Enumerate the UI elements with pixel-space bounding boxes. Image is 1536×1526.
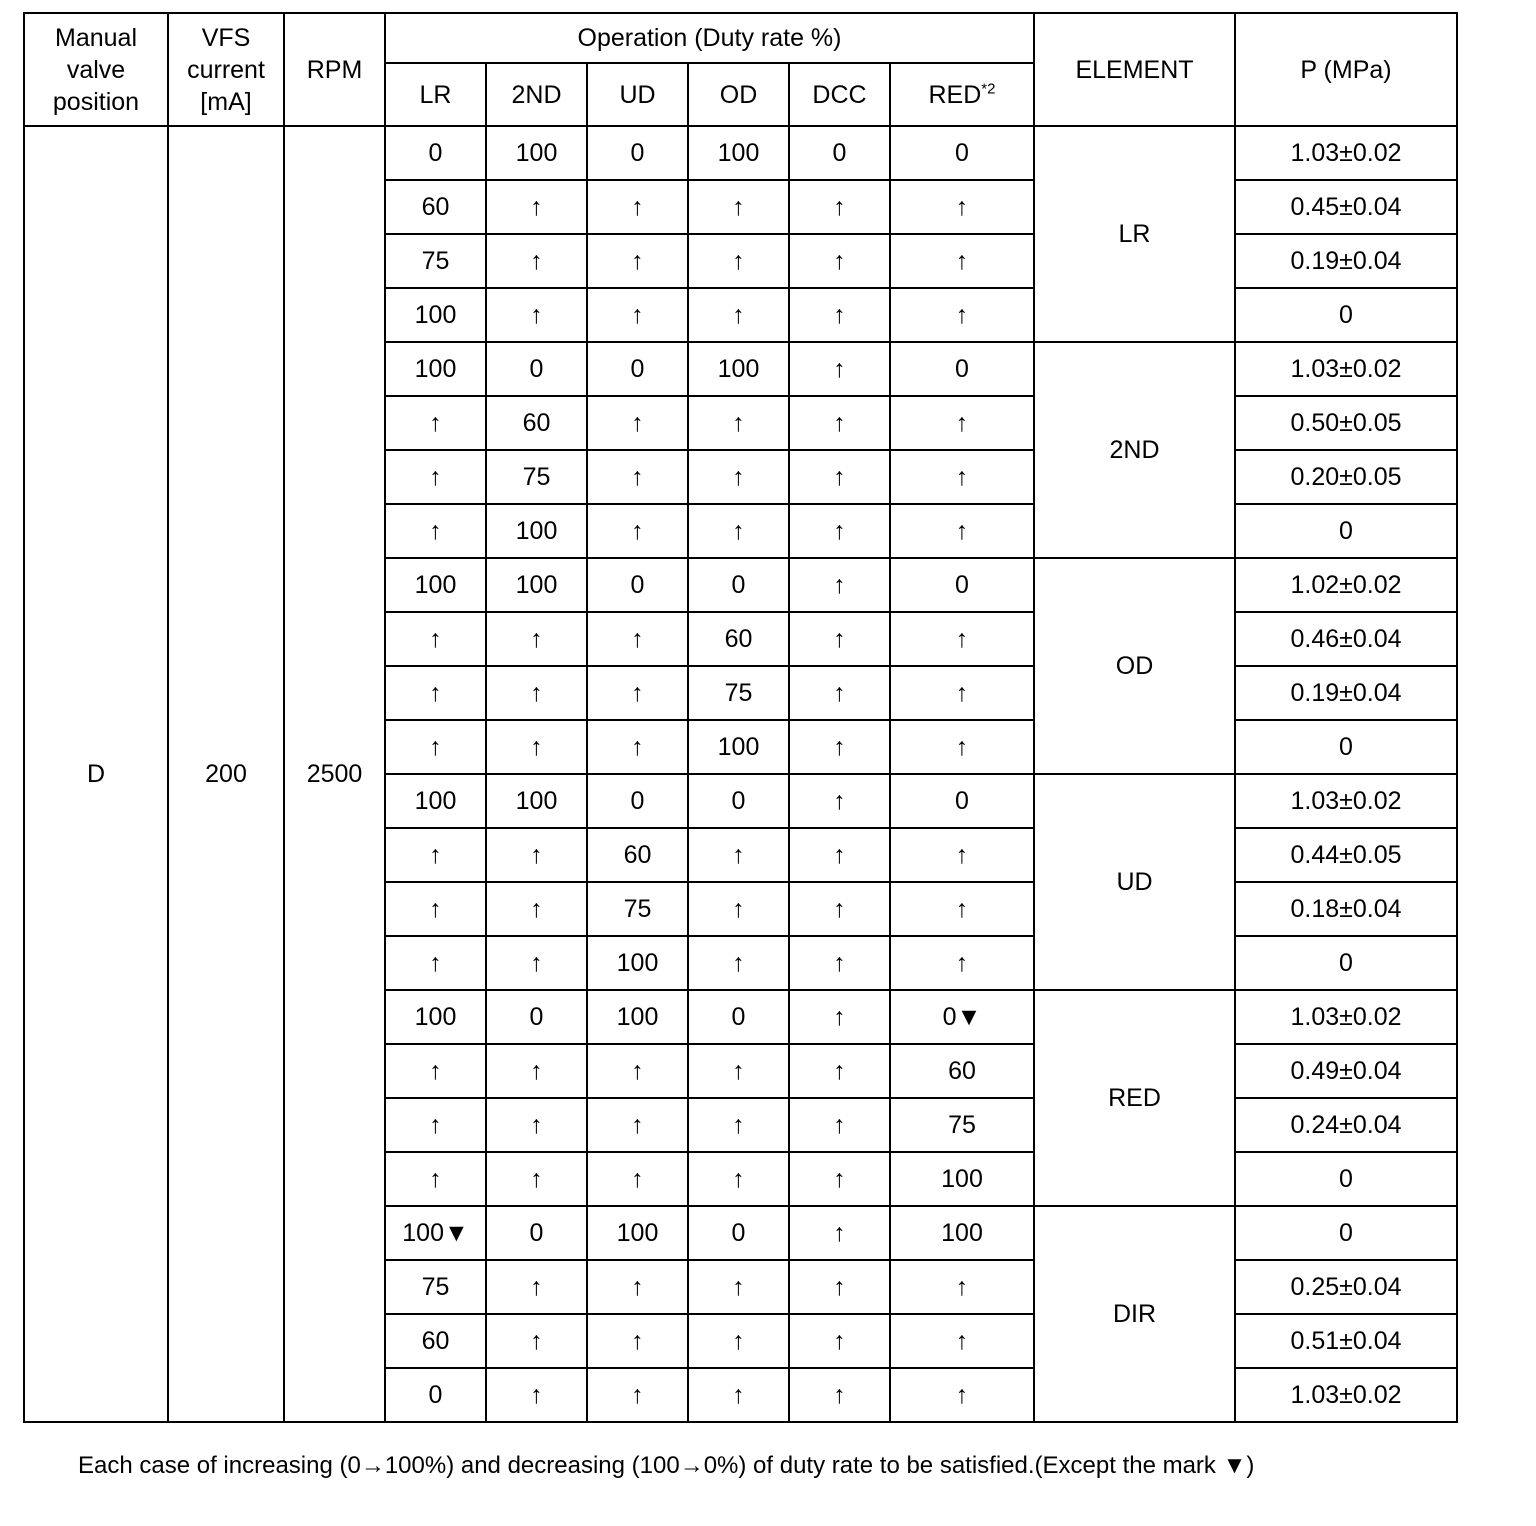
- pressure-cell: 1.03±0.02: [1235, 990, 1457, 1044]
- duty-cell: ↑: [890, 180, 1034, 234]
- duty-cell: ↑: [789, 288, 890, 342]
- duty-cell: ↑: [486, 1098, 587, 1152]
- duty-cell: ↑: [688, 1098, 789, 1152]
- duty-cell: ↑: [486, 1314, 587, 1368]
- pressure-cell: 1.03±0.02: [1235, 1368, 1457, 1422]
- pressure-cell: 0: [1235, 288, 1457, 342]
- header-op-od: OD: [688, 63, 789, 126]
- duty-cell: 0: [688, 558, 789, 612]
- duty-cell: ↑: [688, 504, 789, 558]
- pressure-cell: 1.03±0.02: [1235, 342, 1457, 396]
- duty-cell: ↑: [385, 1098, 486, 1152]
- duty-cell: ↑: [789, 342, 890, 396]
- footnote: Each case of increasing (0→100%) and decreasing (100→0%) of duty rate to be satisfied.(Except the mark ▼): [78, 1452, 1255, 1479]
- duty-cell: ↑: [688, 936, 789, 990]
- duty-cell: ↑: [587, 1368, 688, 1422]
- duty-cell: ↑: [789, 990, 890, 1044]
- pressure-cell: 0.19±0.04: [1235, 234, 1457, 288]
- duty-cell: 100: [587, 990, 688, 1044]
- element-cell: LR: [1034, 126, 1235, 342]
- duty-cell: 75: [385, 1260, 486, 1314]
- duty-cell: 100: [890, 1152, 1034, 1206]
- duty-rate-table: [23, 12, 1458, 1423]
- duty-cell: 60: [486, 396, 587, 450]
- duty-cell: ↑: [890, 1314, 1034, 1368]
- duty-cell: 75: [486, 450, 587, 504]
- duty-cell: ↑: [789, 612, 890, 666]
- duty-cell: ↑: [890, 396, 1034, 450]
- duty-cell: 0: [789, 126, 890, 180]
- duty-cell: 0: [486, 990, 587, 1044]
- header-rpm: RPM: [284, 13, 385, 126]
- duty-cell: ↑: [385, 828, 486, 882]
- pressure-cell: 0.50±0.05: [1235, 396, 1457, 450]
- duty-cell: 100: [587, 1206, 688, 1260]
- duty-cell: ↑: [688, 1044, 789, 1098]
- duty-cell: 100: [385, 774, 486, 828]
- duty-cell: 100: [688, 720, 789, 774]
- pressure-cell: 1.03±0.02: [1235, 126, 1457, 180]
- duty-cell: ↑: [486, 1260, 587, 1314]
- duty-cell: ↑: [385, 504, 486, 558]
- duty-cell: ↑: [789, 936, 890, 990]
- duty-cell: ↑: [789, 450, 890, 504]
- duty-cell: ↑: [890, 612, 1034, 666]
- duty-cell: ↑: [789, 558, 890, 612]
- duty-cell: ↑: [486, 234, 587, 288]
- header-vfs-current: VFS current [mA]: [168, 13, 284, 126]
- pressure-cell: 0.18±0.04: [1235, 882, 1457, 936]
- duty-cell: ↑: [890, 936, 1034, 990]
- duty-cell: ↑: [385, 882, 486, 936]
- duty-cell: 60: [385, 1314, 486, 1368]
- duty-cell: ↑: [688, 450, 789, 504]
- duty-cell: 0: [890, 342, 1034, 396]
- duty-cell: ↑: [385, 1152, 486, 1206]
- element-cell: 2ND: [1034, 342, 1235, 558]
- duty-cell: 0: [385, 1368, 486, 1422]
- duty-cell: ↑: [486, 612, 587, 666]
- duty-cell: ↑: [385, 396, 486, 450]
- duty-cell: 0: [587, 558, 688, 612]
- duty-cell: ↑: [890, 828, 1034, 882]
- duty-cell: ↑: [789, 1044, 890, 1098]
- duty-cell: ↑: [688, 180, 789, 234]
- duty-cell: 100: [587, 936, 688, 990]
- header-manual-valve-position: Manual valve position: [24, 13, 168, 126]
- duty-cell: 100: [486, 558, 587, 612]
- pressure-cell: 0.20±0.05: [1235, 450, 1457, 504]
- duty-cell: ↑: [587, 1098, 688, 1152]
- pressure-cell: 0: [1235, 1152, 1457, 1206]
- duty-cell: ↑: [789, 720, 890, 774]
- duty-cell: ↑: [789, 180, 890, 234]
- duty-cell: 0: [587, 342, 688, 396]
- duty-cell: ↑: [385, 450, 486, 504]
- duty-cell: ↑: [890, 1368, 1034, 1422]
- duty-cell: ↑: [587, 450, 688, 504]
- duty-cell: 100: [688, 342, 789, 396]
- duty-cell: ↑: [385, 612, 486, 666]
- duty-cell: 0: [587, 126, 688, 180]
- header-op-lr: LR: [385, 63, 486, 126]
- duty-cell: ↑: [486, 1152, 587, 1206]
- header-op-red2: RED$^{*2}$: [890, 63, 1034, 126]
- pressure-cell: 0: [1235, 720, 1457, 774]
- pressure-cell: 0.25±0.04: [1235, 1260, 1457, 1314]
- duty-cell: ↑: [688, 234, 789, 288]
- duty-cell: 0: [385, 126, 486, 180]
- duty-cell: ↑: [789, 1314, 890, 1368]
- duty-cell: ↑: [486, 180, 587, 234]
- duty-cell: ↑: [486, 1044, 587, 1098]
- duty-cell: ↑: [486, 288, 587, 342]
- header-operation: Operation (Duty rate %): [385, 13, 1034, 63]
- duty-cell: 60: [890, 1044, 1034, 1098]
- header-op-dcc: DCC: [789, 63, 890, 126]
- cell-rpm: 2500: [284, 126, 385, 1422]
- table-row: [24, 126, 1457, 180]
- duty-cell: 0: [688, 774, 789, 828]
- duty-cell: 100: [385, 990, 486, 1044]
- duty-cell: 75: [688, 666, 789, 720]
- duty-cell: ↑: [789, 774, 890, 828]
- duty-cell: ↑: [587, 1152, 688, 1206]
- pressure-cell: 1.02±0.02: [1235, 558, 1457, 612]
- duty-cell: ↑: [486, 882, 587, 936]
- duty-cell: ↑: [486, 936, 587, 990]
- duty-cell: ↑: [890, 450, 1034, 504]
- duty-cell: ↑: [587, 1314, 688, 1368]
- duty-cell: ↑: [890, 288, 1034, 342]
- duty-cell: 100: [486, 504, 587, 558]
- duty-cell: ↑: [890, 666, 1034, 720]
- duty-cell: ↑: [789, 1206, 890, 1260]
- duty-cell: ↑: [486, 828, 587, 882]
- header-op-ud: UD: [587, 63, 688, 126]
- duty-cell: ↑: [486, 666, 587, 720]
- duty-cell: 0: [890, 126, 1034, 180]
- duty-cell: ↑: [587, 612, 688, 666]
- duty-cell: ↑: [789, 828, 890, 882]
- duty-cell: 0: [688, 990, 789, 1044]
- duty-cell: 100: [486, 774, 587, 828]
- pressure-cell: 0.24±0.04: [1235, 1098, 1457, 1152]
- header-op-2nd: 2ND: [486, 63, 587, 126]
- duty-cell: 0: [486, 342, 587, 396]
- duty-cell: ↑: [486, 720, 587, 774]
- duty-cell: ↑: [587, 1260, 688, 1314]
- duty-cell: ↑: [486, 1368, 587, 1422]
- duty-cell: 0: [890, 558, 1034, 612]
- duty-cell: ↑: [385, 720, 486, 774]
- duty-cell: ↑: [789, 1260, 890, 1314]
- pressure-cell: 0.51±0.04: [1235, 1314, 1457, 1368]
- duty-cell: 0: [486, 1206, 587, 1260]
- duty-cell: ↑: [688, 1260, 789, 1314]
- duty-cell: ↑: [587, 720, 688, 774]
- duty-cell: 0: [688, 1206, 789, 1260]
- table-body: [24, 126, 1457, 1422]
- duty-cell: ↑: [789, 1368, 890, 1422]
- duty-cell: ↑: [587, 504, 688, 558]
- duty-cell: 60: [688, 612, 789, 666]
- duty-cell: ↑: [789, 1152, 890, 1206]
- duty-cell: ↑: [890, 504, 1034, 558]
- duty-cell: 100: [486, 126, 587, 180]
- duty-cell: ↑: [385, 936, 486, 990]
- duty-cell: 0▼: [890, 990, 1034, 1044]
- duty-cell: 0: [587, 774, 688, 828]
- pressure-cell: 0: [1235, 1206, 1457, 1260]
- duty-cell: ↑: [890, 1260, 1034, 1314]
- duty-cell: ↑: [688, 828, 789, 882]
- duty-cell: ↑: [890, 720, 1034, 774]
- duty-cell: ↑: [789, 882, 890, 936]
- duty-cell: ↑: [385, 666, 486, 720]
- duty-cell: ↑: [587, 288, 688, 342]
- pressure-cell: 0: [1235, 936, 1457, 990]
- duty-cell: ↑: [688, 396, 789, 450]
- duty-cell: ↑: [688, 288, 789, 342]
- pressure-cell: 0: [1235, 504, 1457, 558]
- duty-cell: ↑: [688, 1152, 789, 1206]
- duty-cell: 100: [890, 1206, 1034, 1260]
- element-cell: OD: [1034, 558, 1235, 774]
- duty-cell: 60: [385, 180, 486, 234]
- duty-cell: ↑: [789, 666, 890, 720]
- duty-cell: 100: [385, 288, 486, 342]
- duty-cell: ↑: [789, 1098, 890, 1152]
- duty-cell: ↑: [688, 1314, 789, 1368]
- duty-cell: 100: [688, 126, 789, 180]
- duty-cell: ↑: [688, 1368, 789, 1422]
- cell-manual-valve-position: D: [24, 126, 168, 1422]
- header-element: ELEMENT: [1034, 13, 1235, 126]
- pressure-cell: 0.44±0.05: [1235, 828, 1457, 882]
- header-pressure: P (MPa): [1235, 13, 1457, 126]
- duty-cell: ↑: [890, 882, 1034, 936]
- duty-cell: 100: [385, 558, 486, 612]
- duty-cell: ↑: [789, 396, 890, 450]
- duty-cell: ↑: [587, 666, 688, 720]
- element-cell: RED: [1034, 990, 1235, 1206]
- pressure-cell: 0.46±0.04: [1235, 612, 1457, 666]
- duty-cell: ↑: [587, 1044, 688, 1098]
- duty-cell: ↑: [789, 504, 890, 558]
- pressure-cell: 0.45±0.04: [1235, 180, 1457, 234]
- duty-cell: 0: [890, 774, 1034, 828]
- pressure-cell: 1.03±0.02: [1235, 774, 1457, 828]
- duty-cell: ↑: [587, 396, 688, 450]
- duty-cell: 75: [890, 1098, 1034, 1152]
- duty-cell: ↑: [789, 234, 890, 288]
- duty-cell: 60: [587, 828, 688, 882]
- pressure-cell: 0.19±0.04: [1235, 666, 1457, 720]
- duty-cell: ↑: [587, 180, 688, 234]
- duty-cell: ↑: [890, 234, 1034, 288]
- duty-cell: ↑: [688, 882, 789, 936]
- pressure-cell: 0.49±0.04: [1235, 1044, 1457, 1098]
- element-cell: UD: [1034, 774, 1235, 990]
- cell-vfs-current: 200: [168, 126, 284, 1422]
- element-cell: DIR: [1034, 1206, 1235, 1422]
- header-row-top: [24, 13, 1457, 63]
- duty-cell: 100: [385, 342, 486, 396]
- duty-cell: 75: [587, 882, 688, 936]
- duty-cell: 75: [385, 234, 486, 288]
- duty-cell: ↑: [587, 234, 688, 288]
- duty-cell: 100▼: [385, 1206, 486, 1260]
- duty-cell: ↑: [385, 1044, 486, 1098]
